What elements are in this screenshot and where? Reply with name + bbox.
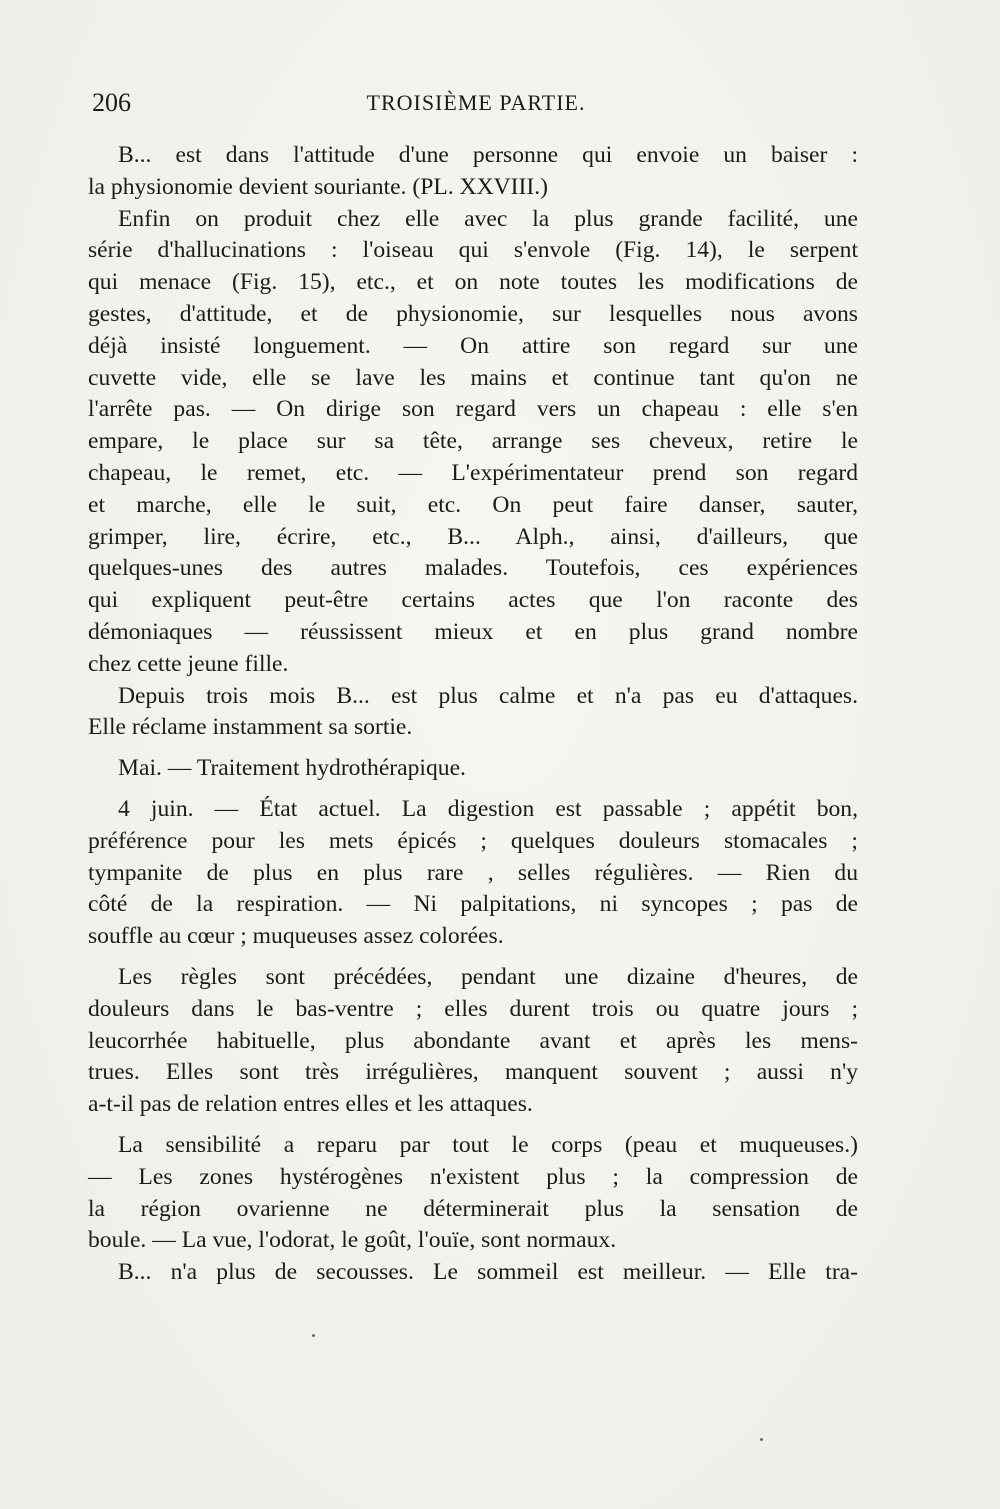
text-line: B... est dans l'attitude d'une personne qui envoie un baiser : [118,142,858,168]
text-line: boule. — La vue, l'odorat, le goût, l'ouïe, sont normaux. [88,1227,617,1254]
text-line: qui menace (Fig. 15), etc., et on note toutes les modifications de [88,269,858,296]
text-line: la physionomie devient souriante. (PL. XXVIII.) [88,173,548,200]
paper-speck [312,1334,315,1337]
paper-speck [760,1438,763,1441]
text-line: douleurs dans le bas-ventre ; elles durent trois ou quatre jours ; [88,995,858,1022]
text-line: chez cette jeune fille. [88,650,289,677]
text-line: la région ovarienne ne déterminerait plus la sensation de [88,1195,858,1222]
text-line: empare, le place sur sa tête, arrange ses cheveux, retire le [88,428,858,455]
text-line: trues. Elles sont très irrégulières, manquent souvent ; aussi n'y [88,1059,858,1086]
text-line: 4 juin. — État actuel. La digestion est passable ; appétit bon, [118,795,858,822]
body-text [88,140,858,1289]
text-line: tympanite de plus en plus rare , selles régulières. — Rien du [88,859,858,886]
text-line: Elle réclame instamment sa sortie. [88,714,413,741]
page-header [92,88,860,124]
text-line: a-t-il pas de relation entres elles et les attaques. [88,1091,533,1118]
text-line: série d'hallucinations : l'oiseau qui s'envole (Fig. 14), le serpent [88,237,858,264]
text-line: La sensibilité a reparu par tout le corps (peau et muqueuses.) [118,1131,858,1158]
text-line: Mai. — Traitement hydrothérapique. [118,755,466,782]
text-line: grimper, lire, écrire, etc., B... Alph., ainsi, d'ailleurs, que [88,523,858,550]
text-line: quelques-unes des autres malades. Toutefois, ces expériences [88,555,858,582]
text-line: B... n'a plus de secousses. Le sommeil est meilleur. — Elle tra- [118,1259,858,1286]
text-line: côté de la respiration. — Ni palpitations, ni syncopes ; pas de [88,891,858,918]
page-number: 206 [92,88,131,117]
text-line: qui expliquent peut-être certains actes que l'on raconte des [88,587,858,614]
text-line: Enfin on produit chez elle avec la plus grande facilité, une [118,205,858,232]
text-line: préférence pour les mets épicés ; quelques douleurs stomacales ; [88,827,858,854]
text-line: chapeau, le remet, etc. — L'expérimentateur prend son regard [88,459,858,486]
running-head: TROISIÈME PARTIE. [366,90,586,115]
text-line: Les règles sont précédées, pendant une dizaine d'heures, de [118,963,858,990]
text-line: souffle au cœur ; muqueuses assez colorées. [88,923,504,950]
text-line: démoniaques — réussissent mieux et en plus grand nombre [88,618,858,645]
text-line: et marche, elle le suit, etc. On peut faire danser, sauter, [88,491,858,518]
text-line: déjà insisté longuement. — On attire son regard sur une [88,332,858,359]
text-line: cuvette vide, elle se lave les mains et continue tant qu'on ne [88,364,858,391]
text-line: l'arrête pas. — On dirige son regard vers un chapeau : elle s'en [88,396,858,423]
text-line: Depuis trois mois B... est plus calme et n'a pas eu d'attaques. [118,682,858,709]
text-line: gestes, d'attitude, et de physionomie, sur lesquelles nous avons [88,300,858,327]
text-line: leucorrhée habituelle, plus abondante avant et après les mens- [88,1027,858,1054]
text-line: — Les zones hystérogènes n'existent plus ; la compression de [88,1163,858,1190]
